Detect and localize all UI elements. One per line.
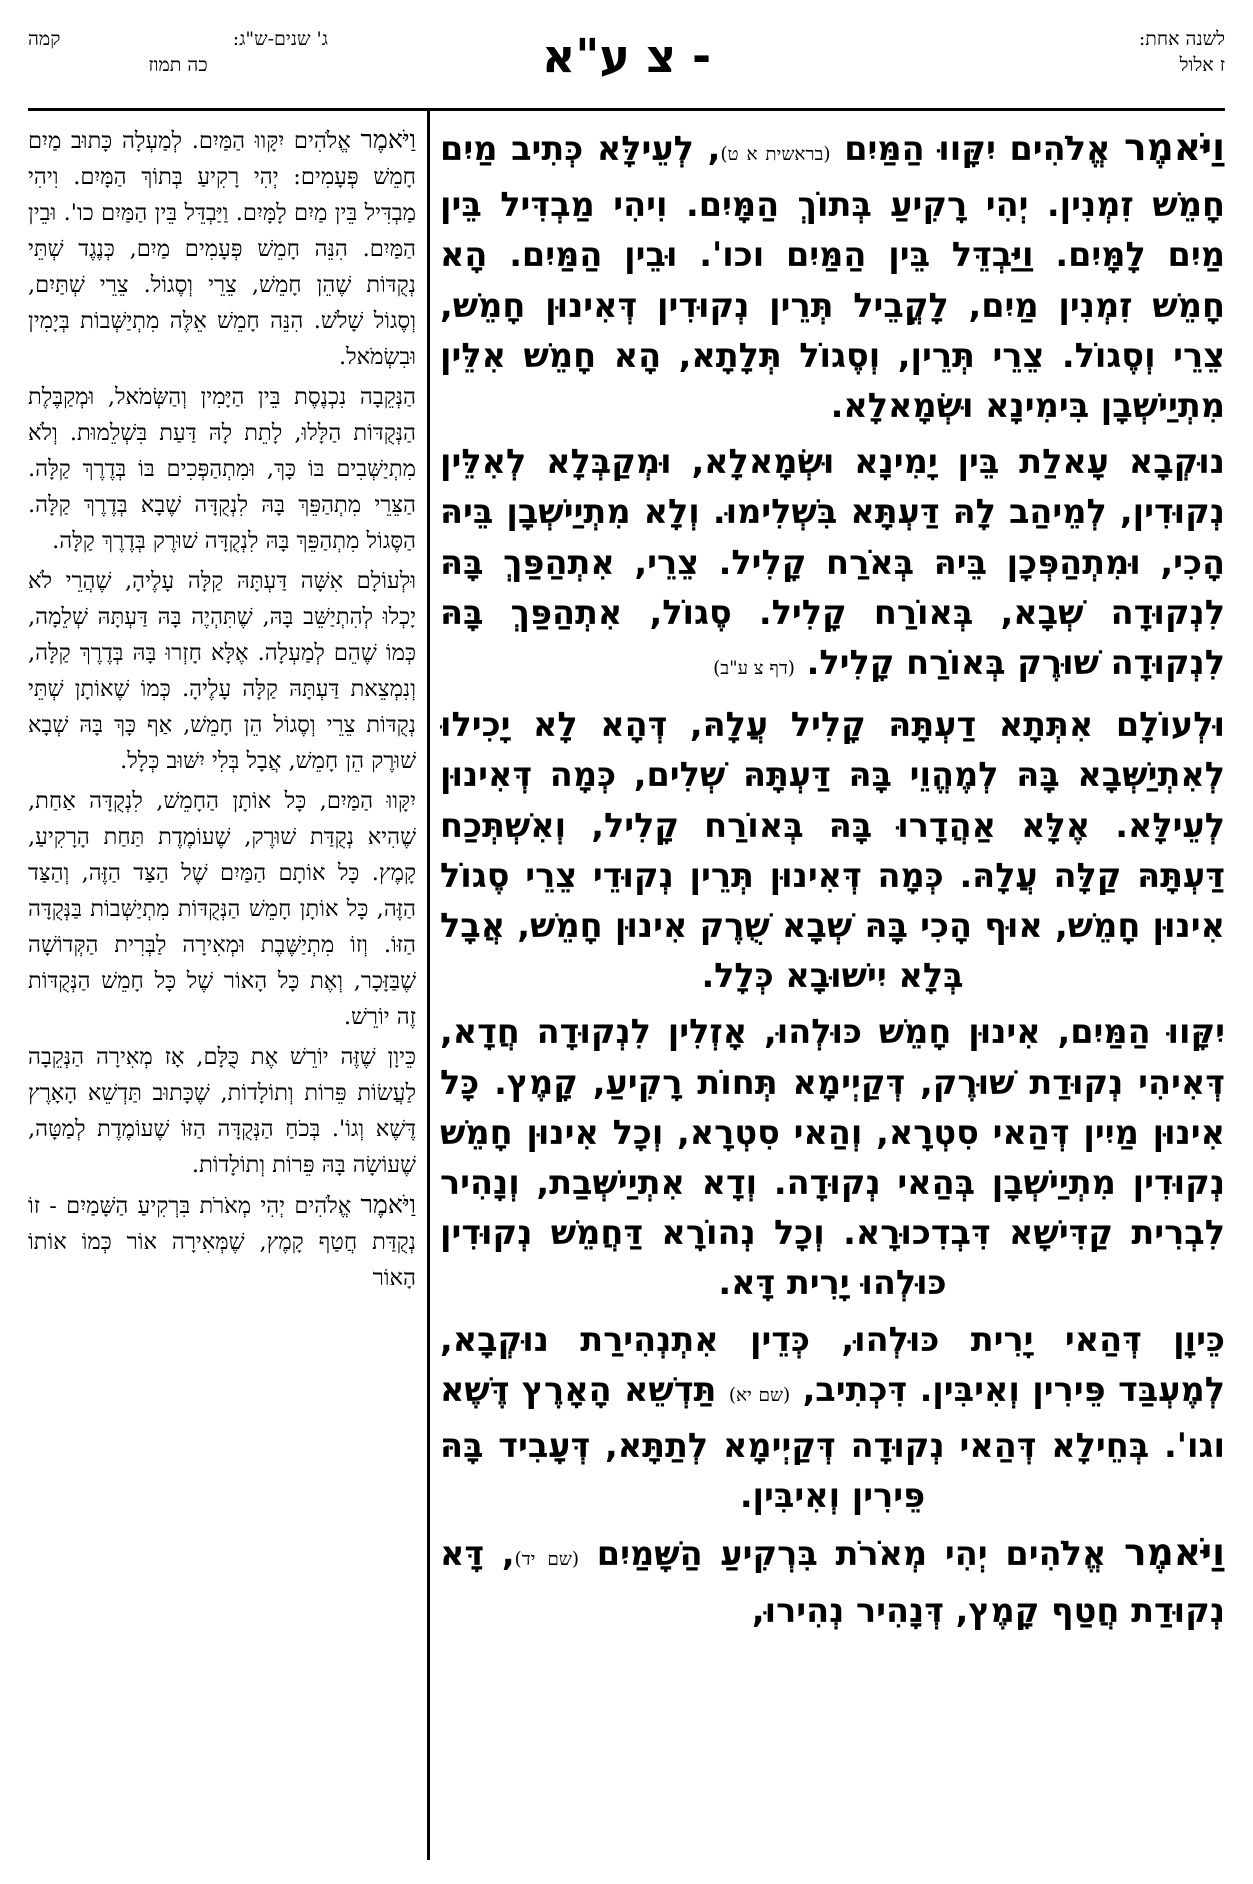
main-text: תַּדְשֵׁא הָאָרֶץ דֶּשֶׁא וגו'. בְּחֵילָא דְּהַאי נְקוּדָה דְּקַיְימָא לְתַתָּא, דְּעָבִיד בָּהּ פֵּירִין וְאִיבִּין. (440, 1369, 1225, 1516)
verse-reference: (בראשית א ט) (720, 144, 831, 165)
verse-reference: (שם יא) (728, 1384, 791, 1406)
opening-word: וַיֹּאמֶר (1124, 125, 1225, 169)
main-paragraph-2 (440, 437, 1225, 694)
three-year-label: ג' שנים-ש"ג: (232, 28, 328, 50)
column-divider (427, 108, 430, 1860)
main-text: נוּקְבָא עָאלַת בֵּין יָמִינָא וּשְׂמָאלָא, וּמְקַבְּלָא לְאִלֵּין נְקוּדִין, לְמֵיהַב לָהּ דַּעְתָּא בִּשְׁלִימוּ. וְלָא מִתְיַישְׁבָן בֵּיהּ הָכִי, וּמִתְהַפְּכָן בֵּיהּ בְּאֹרַח קָלִיל. צֵרֵי, אִתְהַפַּךְ בָּהּ לִנְקוּדָה שְׁבָא, בְּאוֹרַח קָלִיל. סֶגוֹל, אִתְהַפַּךְ בָּהּ לִנְקוּדָה שׁוּרֶק בְּאוֹרַח קָלִיל. (440, 442, 1225, 683)
page-number: קמה (28, 28, 61, 50)
main-paragraph-6 (440, 1527, 1225, 1635)
page (28, 24, 1225, 1860)
main-paragraph-5 (440, 1315, 1225, 1522)
header-left (28, 26, 328, 78)
side-paragraph-3: וּלְעוֹלָם אִשָּׁה דַּעְתָּהּ קַלָּה עָלֶיהָ, שֶׁהֲרֵי לֹא יָכְלוּ לְהִתְיַשֵּׁב בָּהּ, שֶׁתִּהְיֶה בָּהּ דַּעְתָּהּ שְׁלֵמָה, כְּמוֹ שֶׁהֵם לְמַעְלָה. אֶלָּא חָזְרוּ בָּהּ בְּדֶרֶךְ קַלָּה, וְנִמְצֵאת דַּעְתָּהּ קַלָּה עָלֶיהָ. כְּמוֹ שֶׁאוֹתָן שְׁתֵּי נְקֻדּוֹת צֵרֵי וְסֶגוֹל הֵן חָמֵשׁ, אַף כָּךְ בָּהּ שְׁבָא שׁוּרֶק הֵן חָמֵשׁ, אֲבָל בְּלִי יִשּׁוּב כְּלָל. (28, 568, 416, 774)
opening-word: וַיֹּאמֶר (1123, 1530, 1225, 1575)
hebrew-translation-column (28, 122, 416, 1858)
main-paragraph-1 (440, 122, 1225, 431)
main-text: , לְעֵילָּא כְּתִיב מַיִם חָמֵשׁ זִמְנִין. יְהִי רָקִיעַ בְּתוֹךְ הַמָּיִם. וִיהִי מַבְדִּיל בֵּין מַיִם לָמָּיִם. וַיַּבְדֵּל בֵּין הַמַּיִם וכו'. וּבֵין הַמַּיִם. הָא חָמֵשׁ זִמְנִין מַיִם, לָקֳבֵיל תְּרֵין נְקוּדִין דְּאִינוּן חָמֵשׁ, צֵרֵי וְסֶגוֹל. צֵרֵי תְּרֵין, וְסֶגוֹל תְּלָתָא, הָא חָמֵשׁ אִלֵּין מִתְיַישְׁבָן בִּימִינָא וּשְׂמָאלָא. (440, 129, 1225, 426)
side-paragraph-2: הַנְּקֵבָה נִכְנֶסֶת בֵּין הַיָּמִין וְהַשְּׂמֹאל, וּמְקַבֶּלֶת הַנְּקֻדּוֹת הַלָּלוּ, לָתֵת לָהּ דַּעַת בִּשְׁלֵמוּת. וְלֹא מִתְיַשְּׁבִים בּוֹ כָּךְ, וּמִתְהַפְּכִים בּוֹ בְּדֶרֶךְ קַלָּה. הַצֵּרֵי מִתְהַפֵּךְ בָּהּ לִנְקֻדָּה שֶׁבָא בְּדֶרֶךְ קַלָּה. הַסֶּגוֹל מִתְהַפֵּךְ בָּהּ לִנְקֻדָּה שׁוּרֶק בְּדֶרֶךְ קַלָּה. (28, 384, 416, 554)
daily-study-label: לשנה אחת: (1138, 28, 1225, 50)
aramaic-column (440, 122, 1225, 1858)
side-text: אֱלֹהִים יִקָּווּ הַמַּיִם. לְמַעְלָה כָּתוּב מַיִם חָמֵשׁ פְּעָמִים: יְהִי רָקִיעַ בְּתוֹךְ הַמָּיִם. וִיהִי מַבְדִּיל בֵּין מַיִם לָמָּיִם. וַיַּבְדֵּל בֵּין הַמַּיִם כו'. וּבֵין הַמַּיִם. הִנֵּה חָמֵשׁ פְּעָמִים מַיִם, כְּנֶגֶד שְׁתֵּי נְקֻדּוֹת שֶׁהֵן חָמֵשׁ, צֵרֵי וְסֶגוֹל. צֵרֵי שְׁתַּיִם, וְסֶגוֹל שָׁלֹשׁ. הִנֵּה חָמֵשׁ אֵלֶּה מִתְיַשְּׁבוֹת בְּיָמִין וּבִשְׂמֹאל. (28, 128, 416, 370)
verse-reference: (שם יד) (514, 1549, 580, 1571)
main-paragraph-4: יִקָּווּ הַמַּיִם, אִינוּן חָמֵשׁ כּוּלְהוּ, אָזְלִין לִנְקוּדָה חֲדָא, דְּאִיהִי נְקוּדַת שׁוּרֶק, דְּקַיְימָא תְּחוֹת רָקִיעַ, קָמֶץ. כָּל אִינוּן מַיִין דְּהַאי סִטְרָא, וְהַאי סִטְרָא, וְכָל אִינוּן חָמֵשׁ נְקוּדִין מִתְיַישְׁבָן בְּהַאי נְקוּדָה. וְדָא אִתְיַישְּׁבַת, וְנָהִיר לִבְרִית קַדִּישָׁא דִּבְדִכוּרָא. וְכָל נְהוֹרָא דַּחֲמֵשׁ נְקוּדִין כּוּלְהוּ יָרִית דָּא. (440, 1012, 1225, 1303)
opening-word: וַיֹּאמֶר (360, 125, 416, 154)
main-text: כֵּיוָן דְּהַאי יָרִית כּוּלְהוּ, כְּדֵין אִתְנְהִירַת נוּקְבָא, לְמֶעְבַּד פֵּירִין וְאִיבִּין. דִּכְתִיב, (440, 1319, 1225, 1409)
main-paragraph-3: וּלְעוֹלָם אִתְּתָא דַעְתָּהּ קָלִיל עֲלָהּ, דְּהָא לָא יָכִילוּ לְאִתְיַשְּׁבָא בָּהּ לְמֶהֱוֵי בָּהּ דַּעְתָּהּ שְׁלִים, כְּמָה דְּאִינוּן לְעֵילָּא. אֶלָּא אַהֲדָרוּ בָּהּ בְּאוֹרַח קָלִיל, וְאִשְׁתְּכַח דַּעְתָּהּ קַלָּה עֲלָהּ. כְּמָה דְּאִינוּן תְּרֵין נְקוּדֵי צֵרֵי סֶגוֹל אִינוּן חָמֵשׁ, אוּף הָכִי בָּהּ שְׁבָא שֻׁרֶק אִינוּן חָמֵשׁ, אֲבָל בְּלָא יִישׁוּבָא כְּלָל. (440, 705, 1225, 996)
daily-study-date: ז אלול (1179, 54, 1225, 76)
three-year-date: כה תמוז (148, 54, 208, 76)
main-text: , דָּא נְקוּדַת חֲטַף קָמֶץ, דְּנָהִיר נְהִירוּ, (440, 1534, 1225, 1630)
side-paragraph-5: כֵּיוָן שֶׁזֶּה יוֹרֵשׁ אֶת כֻּלָּם, אָז מְאִירָה הַנְּקֵבָה לַעֲשׂוֹת פֵּרוֹת וְתוֹלָדוֹת, שֶׁכָּתוּב תַּדְשֵׁא הָאָרֶץ דֶּשֶׁא וְגוֹ'. בְּכֹחַ הַנְּקֻדָּה הַזּוֹ שֶׁעוֹמֶדֶת לְמַטָּה, שֶׁעוֹשָׂה בָּהּ פֵּרוֹת וְתוֹלָדוֹת. (28, 1044, 416, 1178)
opening-word: וַיֹּאמֶר (360, 1190, 416, 1219)
side-paragraph-1 (28, 122, 416, 375)
folio-reference: (דף צ ע"ב) (713, 658, 795, 680)
main-text: אֱלֹהִים יְהִי מְאֹרֹת בִּרְקִיעַ הַשָּׁמַיִם (579, 1534, 1124, 1574)
folio-title: - צ ע"א (541, 29, 712, 83)
running-header (28, 24, 1225, 106)
side-paragraph-6 (28, 1187, 416, 1296)
main-text: אֱלֹהִים יִקָּווּ הַמַּיִם (830, 129, 1124, 168)
header-divider (28, 108, 1225, 111)
side-text: אֱלֹהִים יְהִי מְאֹרֹת בִּרְקִיעַ הַשָּׁמַיִם - זוֹ נְקֻדַּת חֲטַף קָמֶץ, שֶׁמְּאִירָה אוֹר כְּמוֹ אוֹתוֹ הָאוֹר (28, 1193, 416, 1291)
side-paragraph-4: יִקָּווּ הַמַּיִם, כָּל אוֹתָן הַחָמֵשׁ, לִנְקֻדָּה אַחַת, שֶׁהִיא נְקֻדַּת שׁוּרֶק, שֶׁעוֹמֶדֶת תַּחַת הָרָקִיעַ, קָמֶץ. כָּל אוֹתָם הַמַּיִם שֶׁל הַצַּד הַזֶּה, וְהַצַּד הַזֶּה, כָּל אוֹתָן חָמֵשׁ הַנְּקֻדּוֹת מִתְיַשְּׁבוֹת בַּנְּקֻדָּה הַזּוֹ. וְזוֹ מִתְיַשֶּׁבֶת וּמְאִירָה לַבְּרִית הַקְּדוֹשָׁה שֶׁבַּזָּכָר, וְאֶת כָּל הָאוֹר שֶׁל כָּל חָמֵשׁ הַנְּקֻדּוֹת זֶה יוֹרֵשׁ. (28, 788, 416, 1030)
